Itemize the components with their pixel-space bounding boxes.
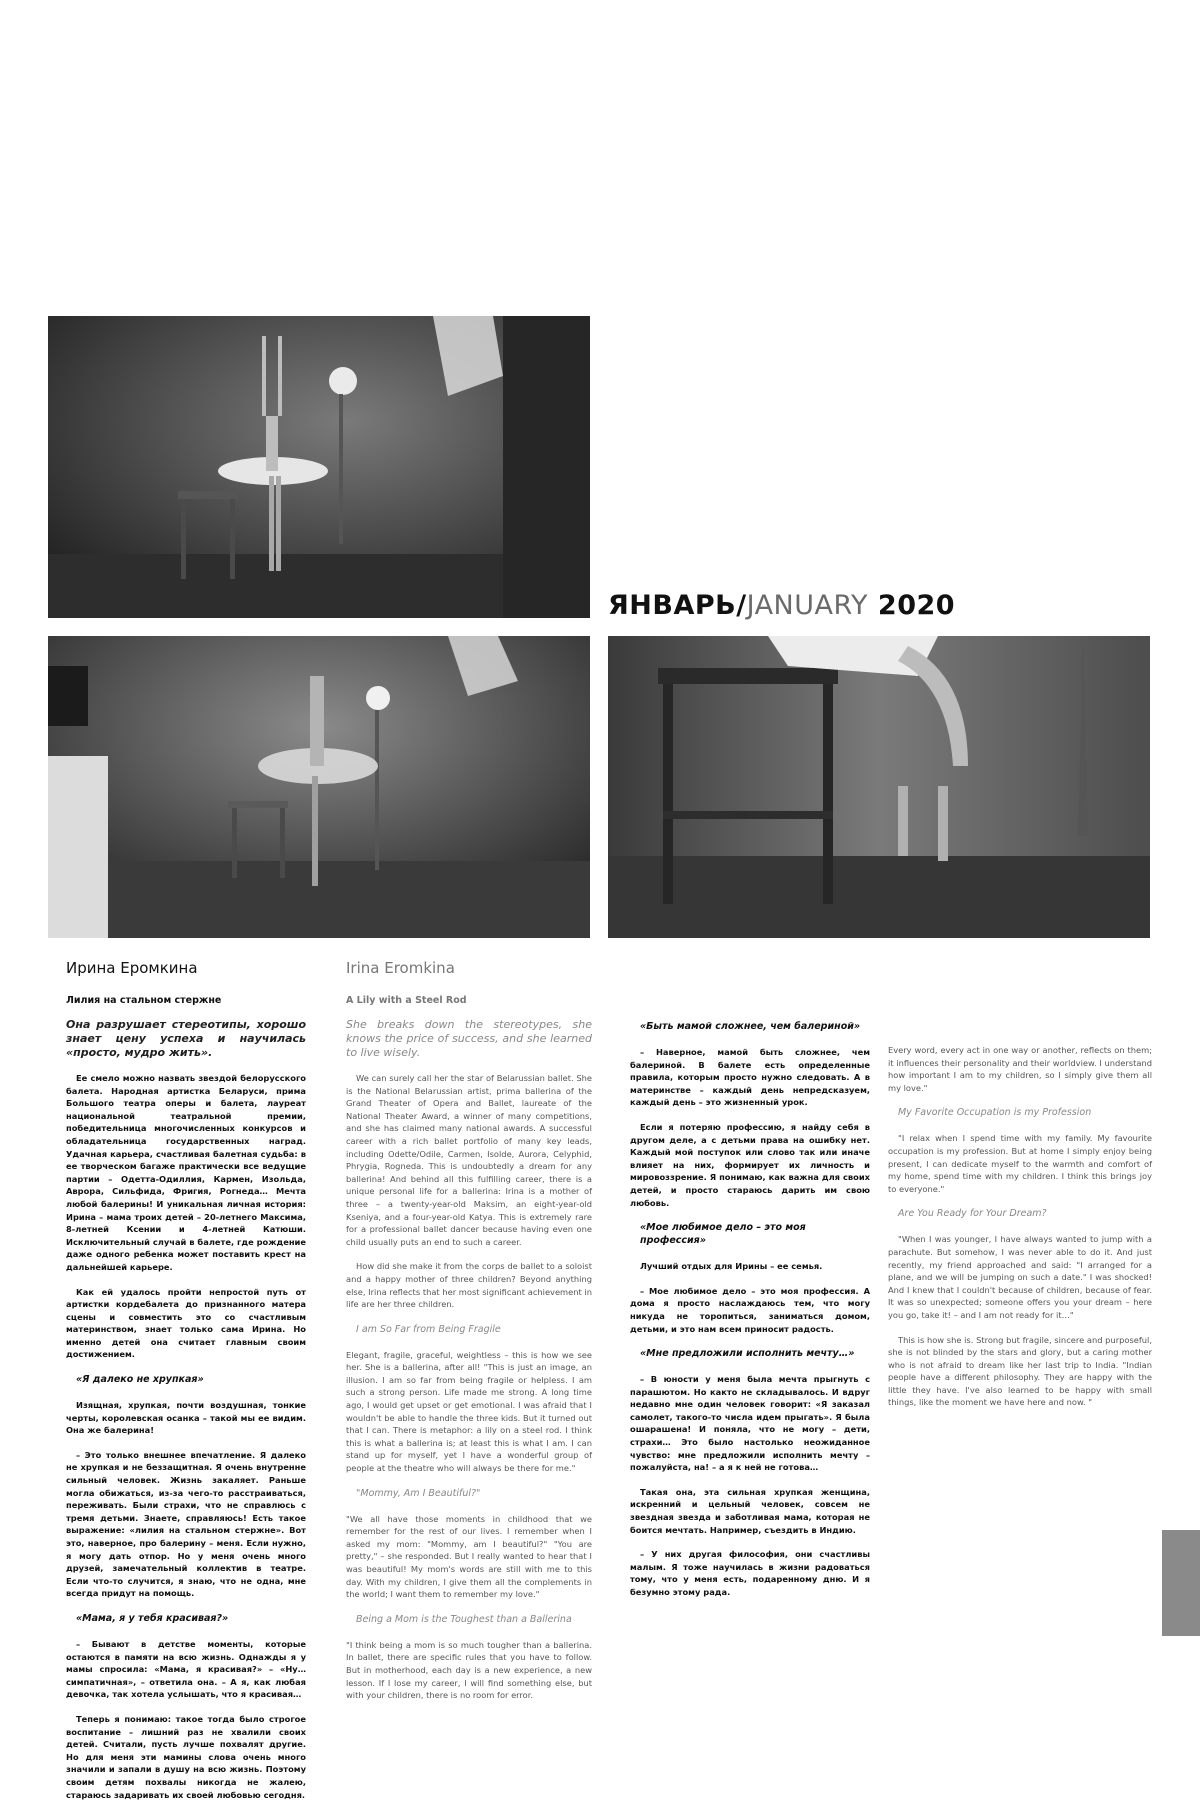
paragraph: Every word, every act in one way or another, reflects on them; it influences their personality and their worldview. I understand how important I am to my children, so I simply give them all my love.": [888, 1045, 1152, 1093]
calendar-month-heading: [608, 590, 955, 621]
paragraph: – Наверное, мамой быть сложнее, чем балериной. В балете есть определенные правила, которым просто нужно следовать. А в материнстве – каждый день непредсказуем, каждый день – это жизненный урок.: [630, 1047, 870, 1108]
paragraph: Как ей удалось пройти непростой путь от артистки кордебалета до признанного матера сцены и совместить это со счастливым материнством, знает только сама Ирина. Но именно детей она считает главным своим достижением.: [66, 1286, 306, 1360]
page-edge-tab: [1162, 1530, 1200, 1636]
article-ru-column-2: [630, 1020, 870, 1611]
ballerina-bending-by-stool-photo: [608, 636, 1150, 938]
paragraph: – Это только внешнее впечатление. Я далеко не хрупкая и не беззащитная. Я очень внутренне сильный человек. Жизнь закаляет. Раньше могла обижаться, из-за чего-то расстраиваться, переживать. Были страхи, что не справлюсь с тремя детьми. Знаете, справляюсь! Есть такое выражение: «лилия на стальном стержне». Вот это, наверное, про балерину – меня. Если нужно, я могу дать отпор. Но у меня очень много друзей, замечательный коллектив в театре. Если что-то случится, я знаю, что не одна, мне всегда придут на помощь.: [66, 1449, 306, 1599]
ballerina-spinning-photo: [48, 636, 590, 938]
article-ru-column-1: [66, 958, 306, 1813]
article-title-en: A Lily with a Steel Rod: [346, 995, 467, 1006]
author-name-en: Irina Eromkina: [346, 959, 455, 977]
subheading: Being a Mom is the Toughest than a Ballerina: [356, 1613, 572, 1625]
heading-en: JANUARY: [746, 590, 869, 621]
paragraph: How did she make it from the corps de ballet to a soloist and a happy mother of three children? Beyond anything else, Irina reflects that her most significant achievement in life are her three children.: [346, 1261, 592, 1310]
paragraph: Elegant, fragile, graceful, weightless – this is how we see her. She is a ballerina, after all! "This is just an image, an illusion. I am so far from being fragile or helpless. I am such a strong person. Life made me strong. A long time ago, I would get upset or get emotional. I was afraid that I wouldn't be able to handle the three kids. But it turned out that I can. There is metaphor: a lily on a steel rod. I think this is what a ballerina is; at least this is what I am. I can stand up for myself, yet I have a wonderful group of people at the theatre who will always be there for me.": [346, 1349, 592, 1474]
article-title-ru: Лилия на стальном стержне: [66, 995, 222, 1006]
paragraph: Теперь я понимаю: такое тогда было строгое воспитание – лишний раз не хвалили своих детей. Считали, пусть лучше похвалят другие. Но для меня эти мамины слова очень много значили и запали в душу на всю жизнь. Поэтому своим детям похвалы никогда не жалею, стараюсь задаривать их своей любовью сегодня.: [66, 1713, 306, 1800]
subheading: I am So Far from Being Fragile: [356, 1323, 501, 1335]
paragraph: We can surely call her the star of Belarussian ballet. She is the National Belarussian artist, prima ballerina of the Grand Theater of Opera and Ballet, laureate of the National Theater Award, a winner of many competitions, and she has claimed many national awards. A successful career with a rich ballet portfolio of many key leads, including Odette/Odile, Carmen, Isolde, Aurora, Celyphid, Phrygia, Rogneda. This is undoubtedly a dream for any ballerina! And behind all this fulfilling career, there is a unique personal life for a ballerina: Irina is a mother of three – a twenty-year-old Maksim, an eight-year-old Kseniya, and a four-year-old Katya. This is extremely rare for a professional ballet dancer because having even one child usually puts an end to such a career.: [346, 1073, 592, 1247]
subheading: «Мама, я у тебя красивая?»: [76, 1612, 229, 1624]
article-en-column-2: [888, 1044, 1152, 1421]
ballerina-pose-arms-raised-photo: [48, 316, 590, 618]
subheading: Are You Ready for Your Dream?: [898, 1208, 1047, 1220]
paragraph: – Бывают в детстве моменты, которые остаются в памяти на всю жизнь. Однажды я у мамы спросила: «Мама, я красивая?» – «Ну… симпатичная», – ответила она. – А я, как любая девочка, так хотела услышать, что я красивая…: [66, 1638, 306, 1700]
article-lead-ru: Она разрушает стереотипы, хорошо знает цену успеха и научилась «просто, мудро жить».: [66, 1018, 306, 1059]
subheading: «Я далеко не хрупкая»: [76, 1374, 204, 1386]
paragraph: "I relax when I spend time with my family. My favourite occupation is my profession. But at home I simply enjoy being present, I can dedicate myself to the warmth and comfort of my home, spend time with my children. I think this brings joy to everyone.": [888, 1133, 1152, 1194]
paragraph: Такая она, эта сильная хрупкая женщина, искренний и цельный человек, совсем не звездная звезда и заботливая мама, которая не боится мечтать. Например, съездить в Индию.: [630, 1486, 870, 1535]
subheading: «Быть мамой сложнее, чем балериной»: [640, 1021, 861, 1032]
heading-year: 2020: [868, 590, 956, 621]
heading-ru: ЯНВАРЬ/: [608, 590, 747, 621]
paragraph: This is how she is. Strong but fragile, sincere and purposeful, she is not blinded by the stars and glory, but a caring mother who is not afraid to dream like her last trip to India. "Indian people have a different philosophy. They are happy with the little they have. I've also learned to be happy with small things, like the moment we have here and now. ": [888, 1334, 1152, 1408]
subheading: My Favorite Occupation is my Profession: [898, 1107, 1092, 1119]
paragraph: "I think being a mom is so much tougher than a ballerina. In ballet, there are specific rules that you have to follow. But in motherhood, each day is a new experience, a new lesson. If I lose my career, I will find something else, but with your children, there is no room for error.: [346, 1639, 592, 1701]
paragraph: Ее смело можно назвать звездой белорусского балета. Народная артистка Беларуси, прима Большого театра оперы и балета, лауреат национальной театральной премии, победительница многочисленных конкурсов и обладательница государственных наград. Удачная карьера, счастливая балетная судьба: в ее творческом багаже практически все ведущие партии – Одетта-Одиллия, Кармен, Изольда, Аврора, Сильфида, Фригия, Рогнеда… Мечта любой балерины! И уникальная личная история: Ирина – мама троих детей – 20-летнего Максима, 8-летней Ксении и 4-летней Катюши. Исключительный случай в балете, где рождение даже одного ребенка может поставить крест на дальнейшей карьере.: [66, 1073, 306, 1272]
article-en-column-1: [346, 958, 592, 1714]
paragraph: "When I was younger, I have always wanted to jump with a parachute. But somehow, I was never able to do it. And just recently, my friend approached and said: "I arranged for a plane, and we will be jumping on such a date." I was shocked! And I knew that I couldn't because of children, because of fear. It was so unexpected; someone offers you your dream – here you go, take it! – and I am not ready for it…": [888, 1234, 1152, 1320]
paragraph: Если я потеряю профессию, я найду себя в другом деле, а с детьми права на ошибку нет. Каждый мой поступок или слово так или иначе влияет на них, формирует их личность и мировоззрение. Я понимаю, как важна для своих детей, и просто стараюсь дарить им свою любовь.: [630, 1121, 870, 1208]
subheading: "Mommy, Am I Beautiful?": [356, 1487, 481, 1499]
paragraph: – В юности у меня была мечта прыгнуть с парашютом. Но както не складывалось. И вдруг недавно мне один человек говорит: «Я заказал самолет, такого-то числа идем прыгать». Я была ошарашена! И поняла, что не могу – дети, страхи… Это было настолько неожиданное чувство: мне предложили исполнить мечту – пожалуйста, на! – а я к ней не готова…: [630, 1374, 870, 1473]
paragraph: – Мое любимое дело – это моя профессия. А дома я просто наслаждаюсь тем, что могу никуда не торопиться, заниматься домом, детьми, и это нам всем приносит радость.: [630, 1285, 870, 1334]
author-name-ru: Ирина Еромкина: [66, 959, 198, 977]
article-lead-en: She breaks down the stereotypes, she knows the price of success, and she learned to live wisely.: [346, 1018, 592, 1059]
paragraph: "We all have those moments in childhood that we remember for the rest of our lives. I remember when I asked my mom: "Mommy, am I beautiful?" "You are pretty," – she responded. But I really wanted to hear that I was beautiful! My mom's words are still with me to this day. With my children, I give them all the complements in the world; I want them to remember my love.": [346, 1513, 592, 1600]
paragraph: Лучший отдых для Ирины – ее семья.: [640, 1261, 823, 1272]
subheading: «Мне предложили исполнить мечту…»: [640, 1348, 855, 1360]
subheading: «Мое любимое дело – это моя профессия»: [640, 1222, 806, 1247]
paragraph: – У них другая философия, они счастливы малым. Я тоже научилась в жизни радоваться тому, что у меня есть, подаренному дню. И я безумно этому рада.: [630, 1549, 870, 1597]
paragraph: Изящная, хрупкая, почти воздушная, тонкие черты, королевская осанка – такой мы ее видим. Она же балерина!: [66, 1400, 306, 1436]
